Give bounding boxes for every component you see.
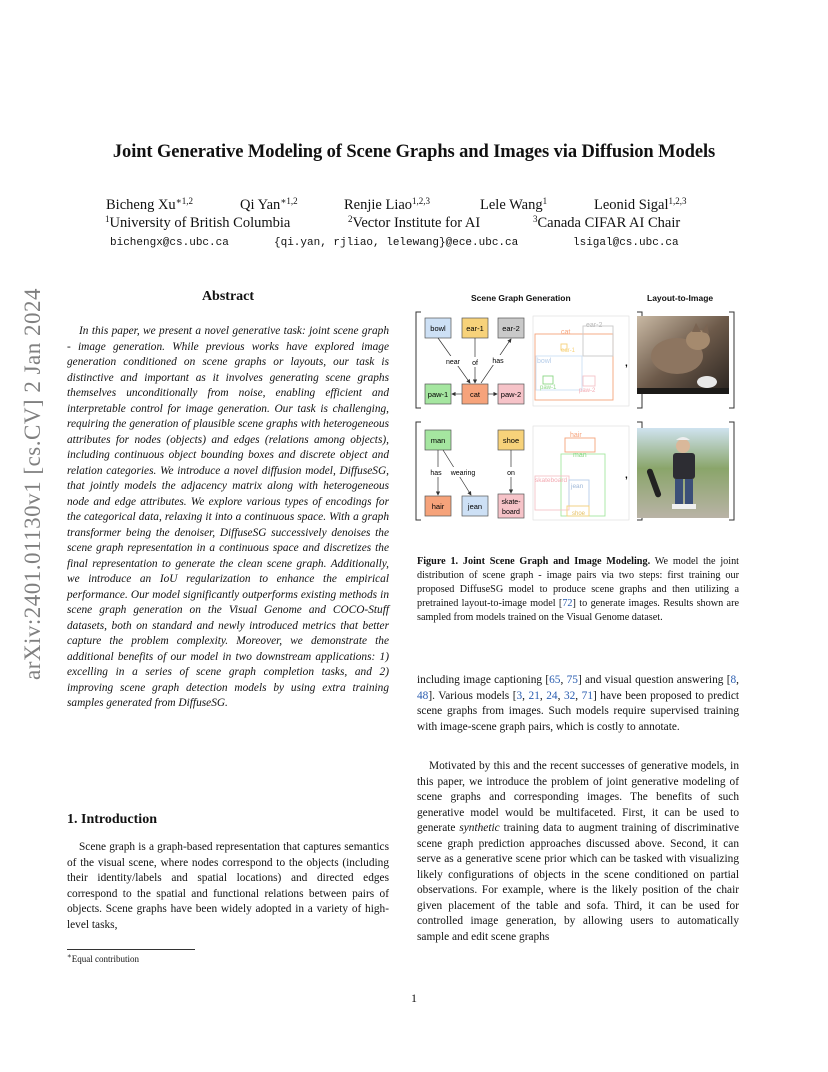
right-paragraph-2: Motivated by this and the recent successes of generative models, in this paper, we introduce the problem of joint generative modeling of scene graphs and corresponding images. The benefits of such generative model would be multifaceted. First, it can be used to generate synthetic training data to augment training of discriminative scene graph prediction approaches discussed above. Second, it can serve as a generative scene prior which can be tasked with visualizing likely configurations of objects in the scene conditioned on partial observations. For example, where is the likely position of the chair given placement of the table and sofa. Third, it can be used for controlled image generation, by allowing users to automatically sample and edit scene graphs bbox=[417, 760, 739, 943]
affiliation-3: $^3$Canada CIFAR AI Chair bbox=[533, 214, 681, 231]
affiliation-2: $^2$Vector Institute for AI bbox=[348, 214, 481, 231]
node-skateboard bbox=[498, 494, 524, 518]
layout-shoe-label: shoe bbox=[572, 511, 586, 517]
abstract-heading: Abstract bbox=[201, 289, 255, 304]
paper-title: Joint Generative Modeling of Scene Graphs and Images via Diffusion Models bbox=[112, 142, 716, 162]
figure-label-scene-graph: Scene Graph Generation bbox=[471, 293, 571, 303]
layout-cat-label: cat bbox=[561, 329, 571, 336]
right-paragraph-1: including image captioning [65, 75] and visual question answering [8, 48]. Various models [3, 21, 24, 32, 71] have been proposed to predict scene graphs from images. Such models require supervised training with image-scene graph pairs, which is costly to annotate. bbox=[417, 674, 740, 733]
footnote: ∗Equal contribution bbox=[67, 952, 140, 964]
email-2: {qi.yan, rjliao, lelewang}@ece.ubc.ca bbox=[274, 237, 519, 249]
layout-man-label: man bbox=[573, 452, 587, 459]
node-paw-1 bbox=[425, 384, 451, 404]
node-cat bbox=[462, 384, 488, 404]
edge-near: near bbox=[445, 359, 461, 366]
node-paw-2 bbox=[498, 384, 524, 404]
node-jean-label: jean bbox=[467, 502, 483, 511]
email-1: bichengx@cs.ubc.ca bbox=[110, 237, 229, 249]
author-2: Qi Yan$^{∗1,2}$ bbox=[240, 196, 298, 213]
layout-skateboard-label: skateboard bbox=[535, 477, 568, 484]
abstract-text: In this paper, we present a novel generative task: joint scene graph - image generation. While previous works have explored image generation conditioned on scene graphs or layouts, our task is distinctive and important as it involves generating scene graphs themselves unconditionally from noise, enabling efficient and interpretable control for image generation. Our task is challenging, requiring the generation of plausible scene graphs with heterogeneous attributes for nodes (objects) and edges (relations among objects), including continuous object bounding boxes and discrete object and relation categories. We introduce a novel diffusion model, DiffuseSG, that jointly models the adjacency matrix along with heterogeneous node and edge attributes. We explore various types of encodings for the categorical data, relaxing it into a continuous space. With a graph transformer being the denoiser, DiffuseSG successively denoises the scene graph representation in a continuous space and discretizes the final representation to generate the clean scene graph. Additionally, we introduce an IoU regularization to enhance the empirical performance. Our model significantly outperforms existing methods in scene graph generation on the Visual Genome and COCO-Stuff datasets, both on standard and newly introduced metrics that better capture the problem complexity. Moreover, we demonstrate the additional benefits of our model in two downstream applications: 1) excelling in a series of scene graph completion tasks, and 2) improving scene graph detection models by using extra training samples generated from DiffuseSG. bbox=[67, 325, 389, 709]
email-3: lsigal@cs.ubc.ca bbox=[573, 237, 679, 249]
layout-bowl-label: bowl bbox=[537, 358, 552, 365]
intro-paragraph-1: Scene graph is a graph-based representation that captures semantics of the visual scene, where nodes correspond to the objects (including their identity/labels and spatial locations) and directed edges correspond to the spatial and functional relations between pairs of objects. Scene graphs have been widely adopted in a variety of high-level tasks, bbox=[67, 841, 389, 931]
author-1: Bicheng $Xu^{∗1,2}$ bbox=[106, 196, 194, 213]
figure-label-layout-to-image: Layout-to-Image bbox=[647, 293, 714, 303]
node-shoe-label: shoe bbox=[502, 436, 520, 445]
edge-of: of bbox=[472, 360, 478, 367]
edge-has-bottom: has bbox=[430, 470, 442, 477]
author-5: Leonid Sigal$^{1,2,3}$ bbox=[594, 196, 687, 213]
node-jean bbox=[462, 496, 488, 516]
author-4: Lele Wang$^1$ bbox=[480, 196, 548, 213]
layout-paw-1-label: paw-1 bbox=[540, 385, 557, 391]
layout-ear-2-label: ear-2 bbox=[586, 322, 603, 329]
author-3: Renjie Liao$^{1,2,3}$ bbox=[344, 196, 431, 213]
generated-cat-image bbox=[637, 316, 729, 394]
intro-heading: 1. Introduction bbox=[67, 812, 157, 827]
footnote-rule bbox=[67, 949, 195, 950]
node-ear-1 bbox=[462, 318, 488, 338]
node-ear-2 bbox=[498, 318, 524, 338]
node-ear-1-label: ear-1 bbox=[466, 324, 484, 333]
node-paw-2-label: paw-2 bbox=[500, 390, 522, 399]
node-hair bbox=[425, 496, 451, 516]
layout-ear-1-label: ear-1 bbox=[561, 348, 576, 354]
node-man-label: man bbox=[430, 436, 446, 445]
node-hair-label: hair bbox=[431, 502, 445, 511]
bottom-comma: , bbox=[625, 470, 628, 481]
layout-bottom bbox=[533, 426, 629, 520]
node-bowl-label: bowl bbox=[430, 324, 446, 333]
figure-1-diagram bbox=[415, 290, 745, 526]
node-ear-2-label: ear-2 bbox=[502, 324, 520, 333]
layout-hair-label: hair bbox=[570, 432, 582, 439]
node-man bbox=[425, 430, 451, 450]
generated-skater-image bbox=[637, 428, 729, 518]
layout-paw-2-label: paw-2 bbox=[579, 388, 596, 394]
page-number: 1 bbox=[411, 991, 417, 1005]
node-shoe bbox=[498, 430, 524, 450]
top-comma: , bbox=[625, 358, 628, 369]
node-cat-label: cat bbox=[469, 390, 481, 399]
node-paw-1-label: paw-1 bbox=[427, 390, 449, 399]
figure-1 bbox=[415, 290, 745, 530]
affiliation-1: $^1$University of British Columbia bbox=[105, 214, 291, 231]
arxiv-stamp: arXiv:2401.01130v1 [cs.CV] 2 Jan 2024 bbox=[20, 288, 45, 680]
layout-top bbox=[533, 316, 629, 406]
edge-on: on bbox=[507, 470, 515, 477]
node-skateboard-label-2: board bbox=[502, 509, 520, 516]
node-skateboard-label-1: skate- bbox=[501, 499, 521, 506]
edge-wearing: wearing bbox=[450, 470, 476, 477]
layout-jean-label: jean bbox=[571, 483, 584, 490]
edge-has: has bbox=[492, 358, 504, 365]
node-bowl bbox=[425, 318, 451, 338]
figure-1-caption: Figure 1. Joint Scene Graph and Image Modeling. We model the joint distribution of scene graph - image pairs via two steps: first training our proposed DiffuseSG model to produce scene graphs and then utilizing a pretrained layout-to-image model [72] to generate images. Results shown are sampled from models trained on the Visual Genome dataset. bbox=[417, 556, 739, 624]
